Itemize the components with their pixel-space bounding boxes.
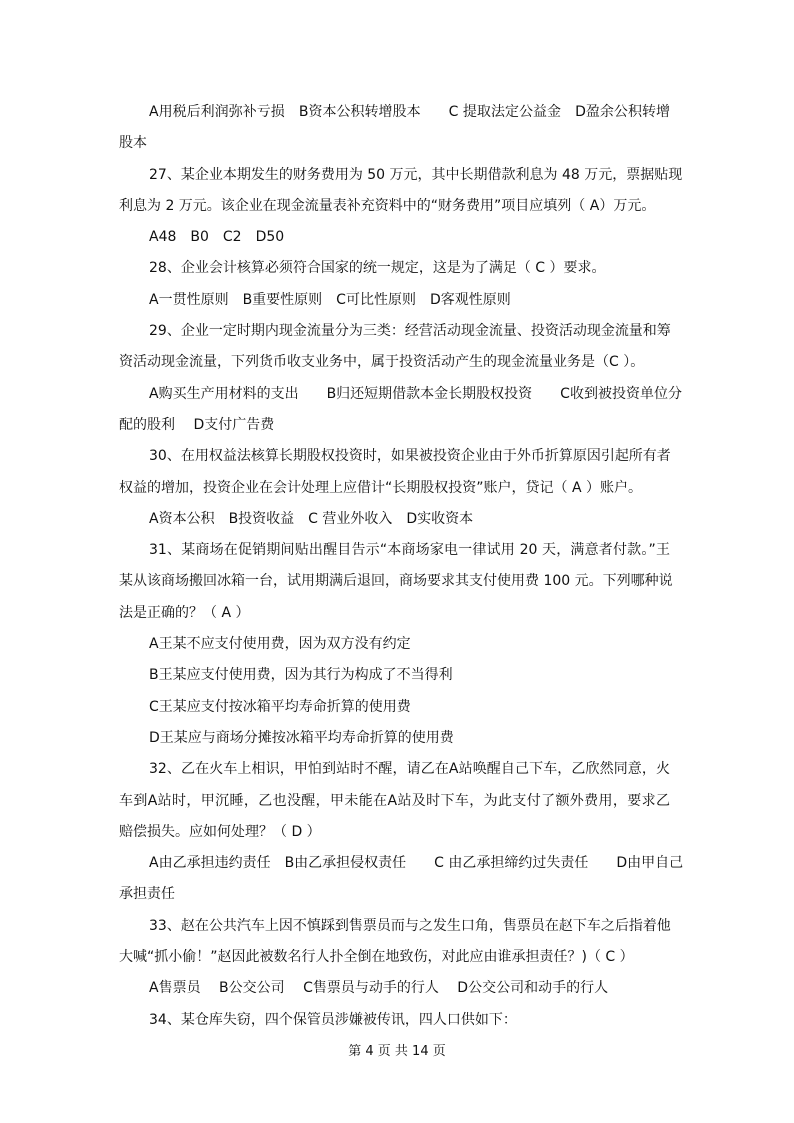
paragraph bbox=[119, 660, 670, 691]
text-line: 大喊“抓小偷！”赵因此被数名行人扑全倒在地致伤，对此应由谁承担责任？)（ C ） bbox=[119, 949, 634, 966]
paragraph bbox=[119, 692, 670, 723]
paragraph bbox=[119, 535, 673, 629]
text-line: A售票员 B公交公司 C售票员与动手的行人 D公交公司和动手的行人 bbox=[149, 980, 609, 997]
text-line: 33、赵在公共汽车上因不慎踩到售票员而与之发生口角，售票员在赵下车之后指着他 bbox=[149, 917, 671, 934]
paragraph bbox=[119, 222, 670, 253]
paragraph bbox=[119, 504, 670, 535]
text-line: 法是正确的？（ A ） bbox=[119, 604, 250, 621]
paragraph bbox=[119, 160, 683, 223]
text-line: A由乙承担违约责任 B由乙承担侵权责任 C 由乙承担缔约过失责任 D由甲自己 bbox=[149, 855, 684, 872]
text-line: 配的股利 D支付广告费 bbox=[119, 416, 275, 433]
text-line: C王某应支付按冰箱平均寿命折算的使用费 bbox=[149, 698, 411, 715]
paragraph bbox=[119, 723, 670, 754]
text-line: A一贯性原则 B重要性原则 C可比性原则 D客观性原则 bbox=[149, 291, 511, 308]
text-line: 29、企业一定时期内现金流量分为三类：经营活动现金流量、投资活动现金流量和筹 bbox=[149, 323, 671, 340]
text-line: A用税后利润弥补亏损 B资本公积转增股本 C 提取法定公益金 D盈余公积转增 bbox=[149, 104, 670, 120]
text-line: A48 B0 C2 D50 bbox=[149, 229, 285, 246]
paragraph bbox=[119, 316, 670, 379]
paragraph bbox=[119, 253, 670, 284]
paragraph bbox=[119, 629, 670, 660]
text-line: 28、企业会计核算必须符合国家的统一规定，这是为了满足（ C ）要求。 bbox=[149, 260, 606, 277]
paragraph bbox=[119, 848, 684, 911]
document-body bbox=[119, 97, 684, 1036]
text-line: 27、某企业本期发生的财务费用为 50 万元，其中长期借款利息为 48 万元，票据贴现 bbox=[149, 166, 683, 183]
text-line: 30、在用权益法核算长期股权投资时，如果被投资企业由于外币折算原因引起所有者 bbox=[149, 448, 671, 465]
text-line: 赔偿损失。应如何处理？（ D ） bbox=[119, 823, 321, 840]
text-line: 承担责任 bbox=[119, 886, 175, 903]
paragraph bbox=[119, 973, 670, 1004]
paragraph bbox=[119, 754, 670, 848]
text-line: 权益的增加，投资企业在会计处理上应借计“长期股权投资”账户，贷记（ A ）账户。 bbox=[119, 479, 642, 496]
page-footer: 第 4 页 共 14 页 bbox=[348, 1044, 446, 1059]
text-line: D王某应与商场分摊按冰箱平均寿命折算的使用费 bbox=[149, 729, 454, 746]
paragraph bbox=[119, 441, 670, 504]
text-line: 31、某商场在促销期间贴出醒目告示“本商场家电一律试用 20 天，满意者付款。”王 bbox=[149, 542, 670, 559]
text-line: 32、乙在火车上相识，甲怕到站时不醒，请乙在A站唤醒自己下车，乙欣然同意，火 bbox=[149, 761, 670, 778]
text-line: A资本公积 B投资收益 C 营业外收入 D实收资本 bbox=[149, 510, 474, 527]
paragraph bbox=[119, 379, 682, 442]
text-line: 股本 bbox=[119, 135, 147, 152]
text-line: 某从该商场搬回冰箱一台，试用期满后退回，商场要求其支付使用费 100 元。下列哪种说 bbox=[119, 573, 673, 590]
text-line: 34、某仓库失窃，四个保管员涉嫌被传讯，四人口供如下： bbox=[149, 1011, 517, 1028]
text-line: A购买生产用材料的支出 B归还短期借款本金长期股权投资 C收到被投资单位分 bbox=[149, 385, 682, 402]
text-line: B王某应支付使用费，因为其行为构成了不当得利 bbox=[149, 667, 453, 684]
text-line: 车到A站时，甲沉睡，乙也没醒，甲未能在A站及时下车，为此支付了额外费用，要求乙 bbox=[119, 792, 670, 809]
paragraph bbox=[119, 97, 670, 160]
text-line: 利息为 2 万元。该企业在现金流量表补充资料中的“财务费用”项目应填列（ A）万元。 bbox=[119, 197, 656, 214]
paragraph bbox=[119, 911, 670, 974]
text-line: A王某不应支付使用费，因为双方没有约定 bbox=[149, 636, 411, 653]
paragraph bbox=[119, 285, 670, 316]
text-line: 资活动现金流量，下列货币收支业务中，属于投资活动产生的现金流量业务是（C ）。 bbox=[119, 354, 645, 371]
paragraph bbox=[119, 1005, 670, 1036]
